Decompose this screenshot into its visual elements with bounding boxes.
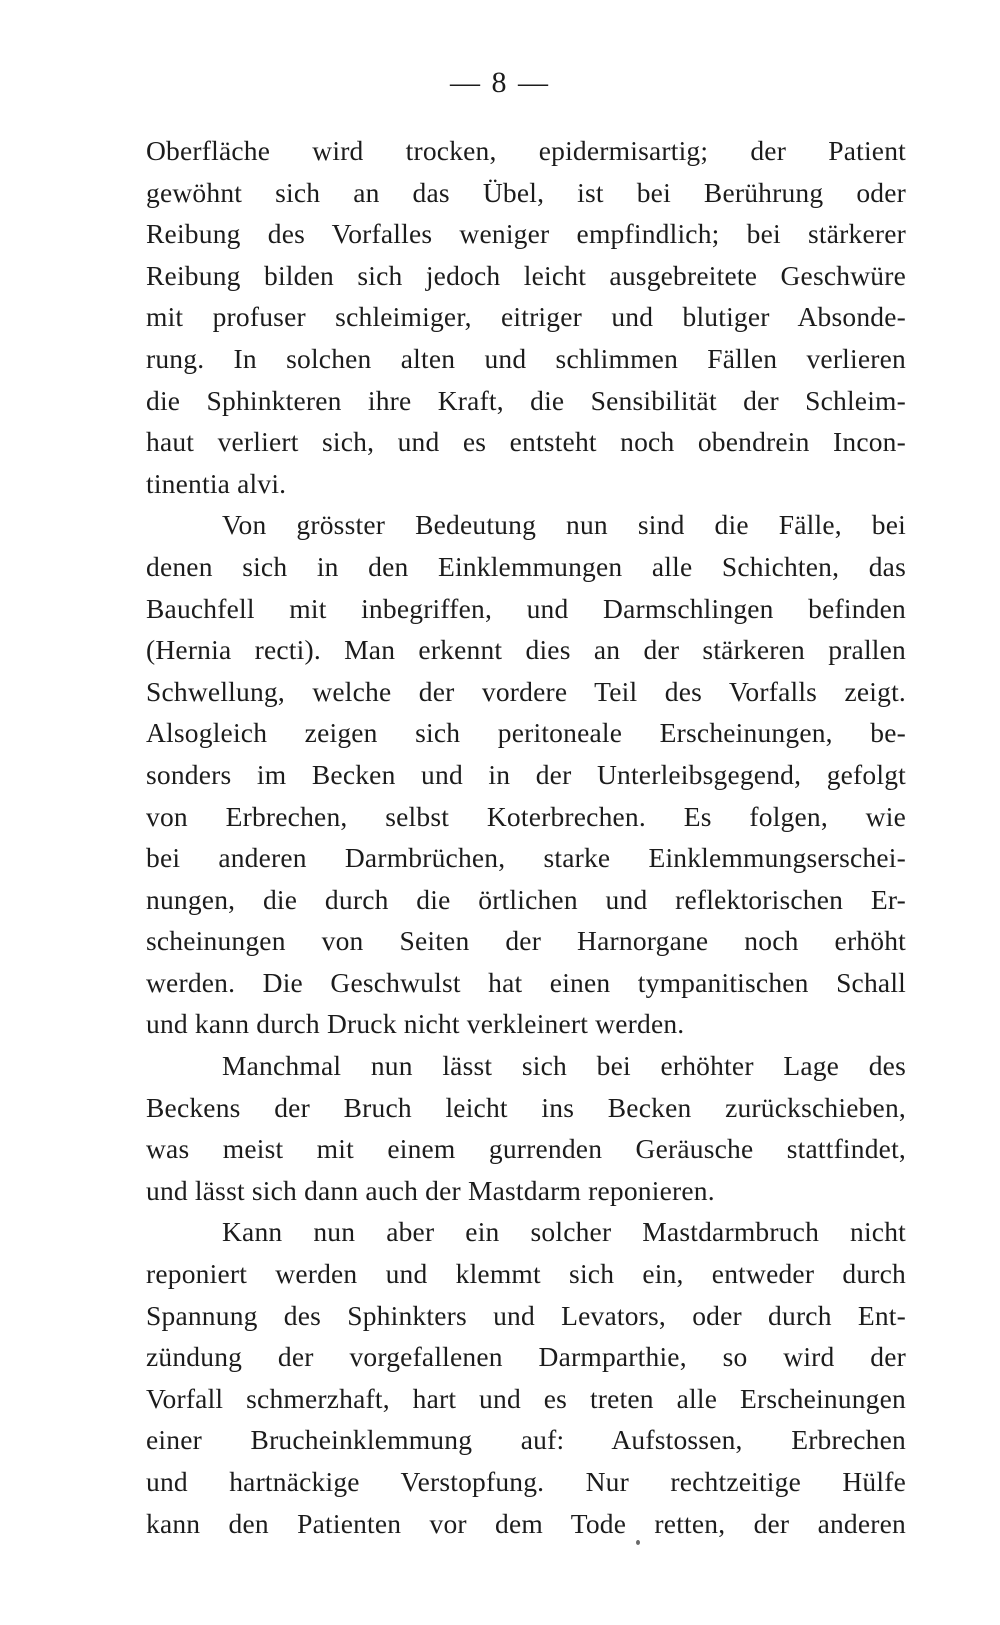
text-line: sonders im Becken und in der Unterleibsgegend, gefolgt [146,758,906,790]
text-line: Von grösster Bedeutung nun sind die Fälle, bei [222,509,906,541]
text-line: (Hernia recti). Man erkennt dies an der stärkeren prallen [146,634,906,666]
page-number: — 8 — [450,66,550,99]
text-line: was meist mit einem gurrenden Geräusche stattfindet, [146,1133,906,1165]
text-line: und hartnäckige Verstopfung. Nur rechtzeitige Hülfe [146,1466,906,1497]
text-line: nungen, die durch die örtlichen und reflektorischen Er- [146,883,906,915]
text-line: Bauchfell mit inbegriffen, und Darmschlingen befinden [146,592,906,624]
text-line: Schwellung, welche der vordere Teil des Vorfalls zeigt. [146,675,906,707]
text-line: Spannung des Sphinkters und Levators, oder durch Ent- [146,1299,906,1331]
text-line: und kann durch Druck nicht verkleinert werden. [146,1008,685,1040]
text-line: und lässt sich dann auch der Mastdarm reponieren. [146,1174,715,1206]
text-line: haut verliert sich, und es entsteht noch obendrein Incon- [146,426,906,458]
text-line: Reibung des Vorfalles weniger empfindlich; bei stärkerer [146,218,906,250]
text-line: einer Brucheinklemmung auf: Aufstossen, Erbrechen [146,1424,906,1456]
ink-speck [636,1540,640,1545]
text-line: Reibung bilden sich jedoch leicht ausgebreitete Geschwüre [146,259,906,291]
text-line: denen sich in den Einklemmungen alle Schichten, das [146,550,906,582]
text-line: gewöhnt sich an das Übel, ist bei Berührung oder [146,176,906,208]
text-line: tinentia alvi. [146,467,287,499]
text-line: Alsogleich zeigen sich peritoneale Erscheinungen, be- [146,717,906,749]
text-line: bei anderen Darmbrüchen, starke Einklemmungserschei- [146,842,906,874]
body-text [146,130,906,1544]
text-line: scheinungen von Seiten der Harnorgane noch erhöht [146,925,906,957]
text-line: reponiert werden und klemmt sich ein, entweder durch [146,1258,906,1290]
text-line: von Erbrechen, selbst Koterbrechen. Es folgen, wie [146,800,906,832]
text-line: rung. In solchen alten und schlimmen Fällen verlieren [146,342,906,374]
text-line: die Sphinkteren ihre Kraft, die Sensibilität der Schleim- [146,384,906,416]
text-line: Manchmal nun lässt sich bei erhöhter Lage des [222,1050,906,1082]
text-line: zündung der vorgefallenen Darmparthie, so wird der [146,1341,906,1373]
text-line: Beckens der Bruch leicht ins Becken zurückschieben, [146,1091,906,1123]
text-line: Vorfall schmerzhaft, hart und es treten alle Erscheinungen [146,1382,906,1414]
text-line: Kann nun aber ein solcher Mastdarmbruch nicht [222,1216,906,1248]
text-line: Oberfläche wird trocken, epidermisartig; der Patient [146,135,906,166]
text-line: werden. Die Geschwulst hat einen tympanitischen Schall [146,966,906,998]
text-line: mit profuser schleimiger, eitriger und blutiger Absonde- [146,301,906,333]
text-line: kann den Patienten vor dem Tode retten, der anderen [146,1507,906,1539]
